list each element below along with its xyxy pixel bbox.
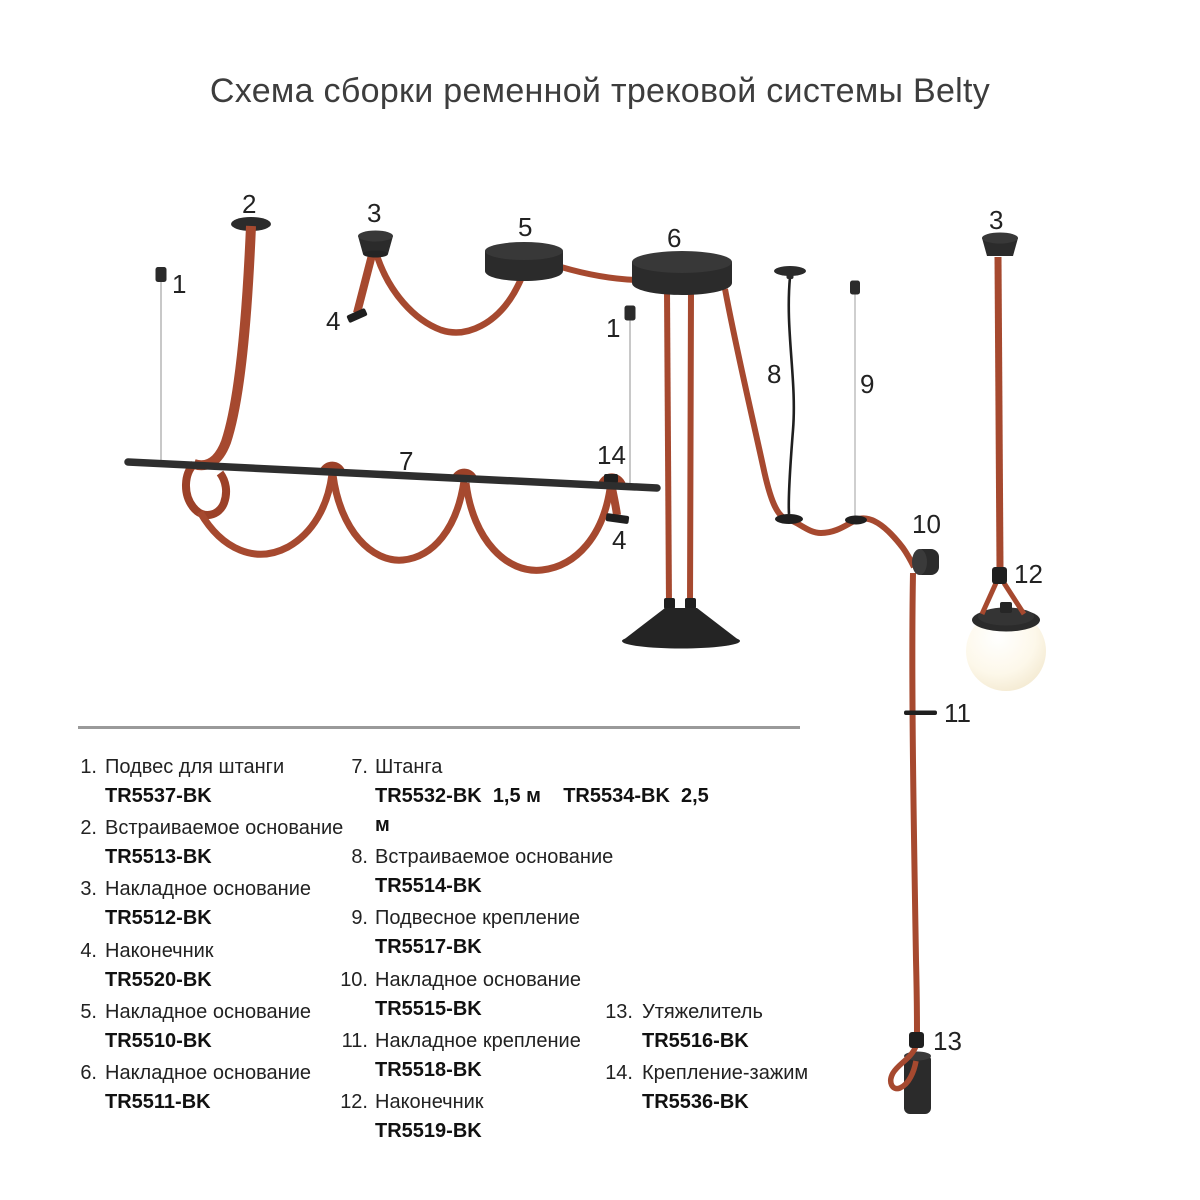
wire-fitting (156, 267, 167, 282)
item-number: 1. (80, 756, 97, 778)
item-code: TR5537-BK (105, 785, 212, 807)
callout-5: 5 (518, 212, 533, 242)
belt (194, 226, 251, 465)
belt-swag (333, 475, 464, 560)
item-name: Крепление-зажим (642, 1062, 809, 1085)
item-number: 8. (351, 846, 368, 869)
canopy-top (358, 231, 393, 242)
item-code: TR5517-BK (375, 936, 482, 959)
callout-7: 7 (399, 446, 414, 476)
item-number: 4. (80, 939, 97, 962)
callout-13: 13 (933, 1026, 962, 1056)
item-code: TR5516-BK (642, 1030, 749, 1052)
callout-4-upper: 4 (326, 306, 341, 336)
item-code: TR5519-BK (375, 1119, 482, 1142)
item-name: Утяжелитель (642, 1001, 763, 1023)
belt (667, 290, 669, 606)
power-cable (789, 277, 794, 514)
item-number: 13. (605, 1001, 633, 1023)
surface-clamp (904, 711, 937, 716)
belt (690, 290, 691, 606)
list-item (300, 843, 720, 901)
item-number: 7. (351, 756, 368, 778)
cone-shade (622, 608, 740, 641)
item-code: TR5532-BK 1,5 м TR5534-BK 2,5 м (375, 785, 715, 836)
callout-12: 12 (1014, 559, 1043, 589)
item-number: 2. (80, 817, 97, 840)
belt (725, 289, 914, 567)
globe-pendant (966, 233, 1046, 692)
callout-8: 8 (767, 359, 782, 389)
parts-list-column-3 (565, 998, 865, 1120)
item-name: Накладное крепление (375, 1029, 581, 1052)
callout-6: 6 (667, 223, 682, 253)
wire-fitting (625, 306, 636, 321)
item-name: Накладное основание (105, 1000, 312, 1023)
list-item (565, 1059, 865, 1117)
belt-connector (845, 516, 867, 525)
mount-face (912, 549, 927, 575)
item-code: TR5536-BK (642, 1091, 749, 1114)
item-name: Штанга (375, 756, 443, 778)
page-title: Схема сборки ременной трековой системы Belty (209, 72, 991, 110)
wire-fitting (850, 281, 860, 295)
item-name: Подвесное крепление (375, 907, 581, 930)
item-name: Накладное основание (375, 968, 582, 991)
belt (998, 257, 1000, 568)
item-code: TR5510-BK (105, 1029, 212, 1052)
belt (357, 255, 372, 313)
canopy-bottom (363, 251, 388, 258)
mount-10-weight-13 (891, 549, 939, 1114)
item-name: Наконечник (105, 939, 214, 962)
callout-14: 14 (597, 440, 626, 470)
recessed-base-8 (774, 266, 806, 524)
list-item (565, 998, 865, 1056)
item-code: TR5520-BK (105, 968, 212, 991)
disc-stem (787, 271, 794, 279)
item-name: Наконечник (375, 1090, 484, 1113)
canopy-6-pendant (622, 251, 914, 649)
item-name: Встраиваемое основание (105, 817, 344, 840)
belt (912, 573, 917, 1034)
belt-clamp (909, 1032, 924, 1048)
item-name: Накладное основание (105, 878, 312, 901)
belt-swag (466, 483, 610, 570)
callout-9: 9 (860, 369, 875, 399)
divider-line (78, 726, 800, 729)
callout-3-left: 3 (367, 198, 382, 228)
list-item (300, 904, 720, 962)
cone-nub (685, 598, 696, 609)
list-item (300, 753, 720, 840)
callout-2: 2 (242, 189, 257, 219)
item-name: Подвес для штанги (105, 756, 285, 778)
item-number: 10. (340, 968, 368, 991)
item-number: 11. (341, 1029, 368, 1052)
callout-3-right: 3 (989, 205, 1004, 235)
belt-loop (186, 464, 226, 515)
item-code: TR5512-BK (105, 907, 212, 930)
item-number: 14. (605, 1062, 633, 1085)
item-number: 3. (80, 878, 97, 901)
cone-nub (664, 598, 675, 609)
hanging-mount-9 (845, 281, 867, 525)
item-code: TR5511-BK (105, 1090, 211, 1113)
item-number: 9. (351, 907, 368, 930)
item-number: 6. (80, 1061, 97, 1084)
belt (561, 267, 636, 280)
callout-4-lower: 4 (612, 525, 627, 555)
item-code: TR5515-BK (375, 997, 482, 1020)
rod (128, 462, 657, 488)
belt-connector (775, 514, 803, 524)
item-code: TR5513-BK (105, 846, 212, 869)
belt-clamp (604, 474, 618, 483)
item-number: 5. (80, 1000, 97, 1023)
item-code: TR5518-BK (375, 1058, 482, 1081)
item-code: TR5514-BK (375, 875, 482, 898)
item-name: Накладное основание (105, 1061, 312, 1084)
canopy-top (485, 242, 563, 260)
item-name: Встраиваемое основание (375, 846, 614, 869)
end-tip (605, 513, 629, 524)
callout-1-left: 1 (172, 269, 187, 299)
callout-10: 10 (912, 509, 941, 539)
belt (612, 488, 617, 515)
callout-11: 11 (944, 698, 971, 728)
canopy-5 (485, 242, 636, 281)
cap-knob (1000, 602, 1012, 613)
callout-1-mid: 1 (606, 313, 621, 343)
item-number: 12. (340, 1090, 368, 1113)
canopy-top (632, 251, 732, 273)
belt-clamp (992, 567, 1007, 584)
